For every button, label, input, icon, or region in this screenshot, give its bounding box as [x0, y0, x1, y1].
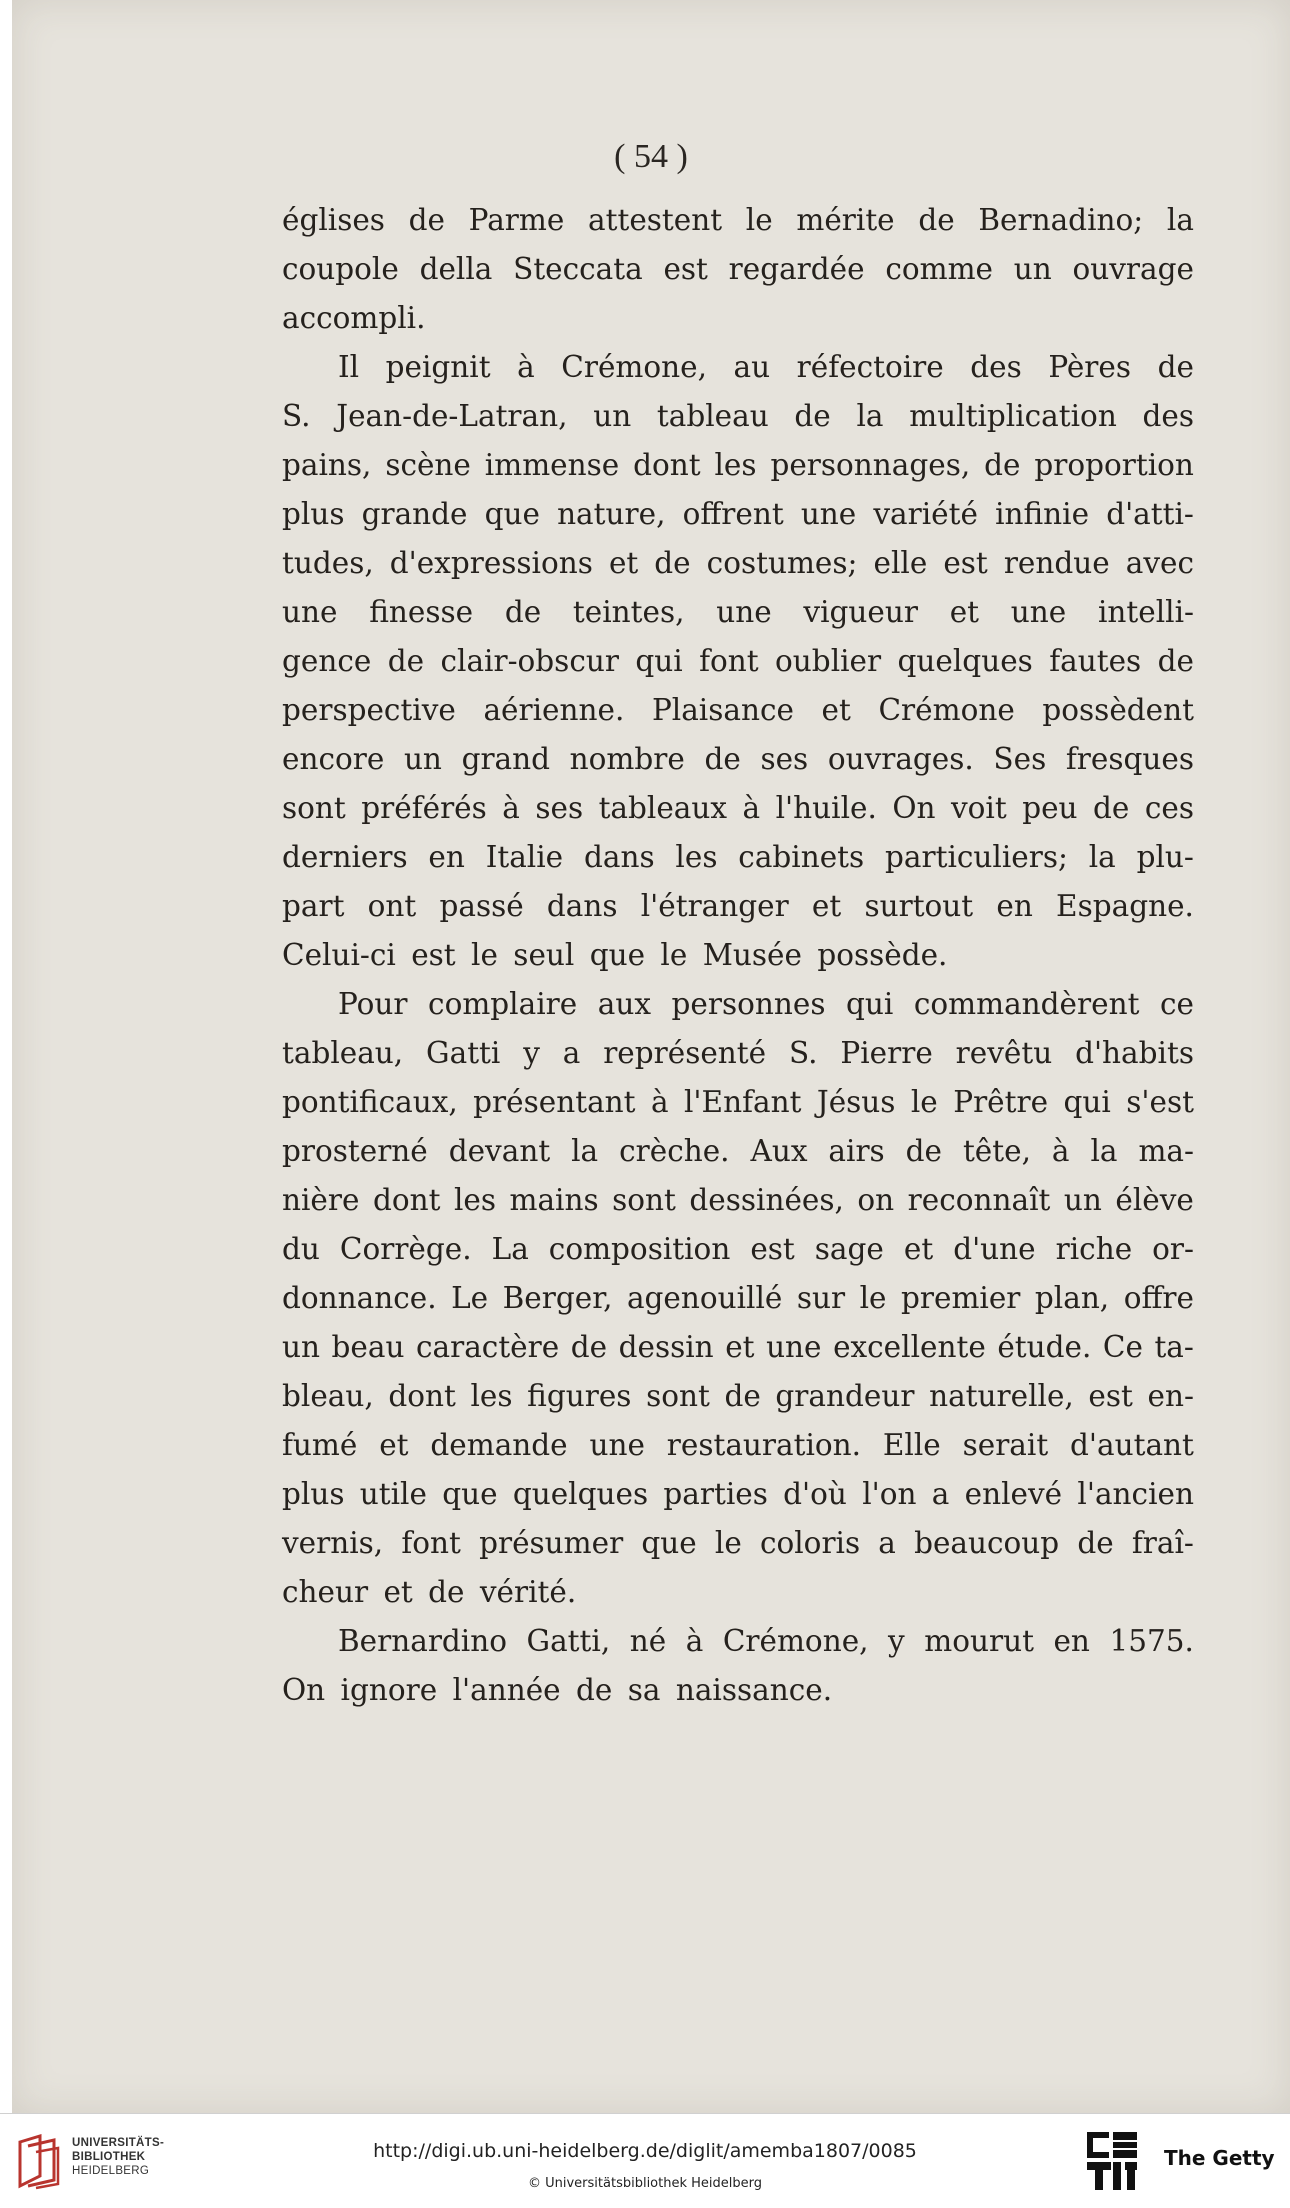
text-line: bleau, dont les figures sont de grandeur naturelle, est en- — [282, 1379, 1194, 1413]
text-line: encore un grand nombre de ses ouvrages. Ses fresques — [282, 742, 1194, 776]
text-line: On ignore l'année de sa naissance. — [282, 1673, 833, 1707]
text-line: vernis, font présumer que le coloris a beaucoup de fraî- — [282, 1526, 1194, 1560]
text-line: du Corrège. La composition est sage et d'une riche or- — [282, 1232, 1194, 1266]
paragraph — [282, 980, 1194, 1617]
text-line: une finesse de teintes, une vigueur et une intelli- — [282, 595, 1194, 629]
text-line: derniers en Italie dans les cabinets particuliers; la plu- — [282, 840, 1194, 874]
text-line: prosterné devant la crèche. Aux airs de tête, à la ma- — [282, 1134, 1194, 1168]
text-line: sont préférés à ses tableaux à l'huile. On voit peu de ces — [282, 791, 1194, 825]
text-line: gence de clair-obscur qui font oublier quelques fautes de — [282, 644, 1194, 678]
text-line: cheur et de vérité. — [282, 1575, 577, 1609]
text-line: Celui-ci est le seul que le Musée possède. — [282, 938, 948, 972]
paragraph — [282, 196, 1194, 343]
text-line: tudes, d'expressions et de costumes; elle est rendue avec — [282, 546, 1194, 580]
getty-logo-icon — [1085, 2130, 1139, 2192]
text-line: perspective aérienne. Plaisance et Crémone possèdent — [282, 693, 1194, 727]
text-line: nière dont les mains sont dessinées, on reconnaît un élève — [282, 1183, 1194, 1217]
page-number: ( 54 ) — [614, 138, 688, 175]
text-line: plus grande que nature, offrent une variété infinie d'atti- — [282, 497, 1194, 531]
getty-name: The Getty — [1164, 2146, 1275, 2170]
scanned-page — [12, 0, 1290, 2113]
paragraph — [282, 1617, 1194, 1715]
university-library-name: UNIVERSITÄTS- BIBLIOTHEK HEIDELBERG — [72, 2137, 165, 2177]
text-line: Il peignit à Crémone, au réfectoire des Pères de — [338, 350, 1194, 384]
page-text — [282, 196, 1194, 1715]
text-line: fumé et demande une restauration. Elle serait d'autant — [282, 1428, 1194, 1462]
text-line: Pour complaire aux personnes qui commandèrent ce — [338, 987, 1194, 1021]
permalink-url[interactable]: http://digi.ub.uni-heidelberg.de/diglit/amemba1807/0085 — [373, 2140, 917, 2162]
copyright-notice: © Universitätsbibliothek Heidelberg — [527, 2176, 762, 2191]
text-line: donnance. Le Berger, agenouillé sur le premier plan, offre — [282, 1281, 1194, 1315]
text-line: part ont passé dans l'étranger et surtout en Espagne. — [282, 889, 1194, 923]
text-line: S. Jean-de-Latran, un tableau de la multiplication des — [282, 399, 1194, 433]
text-line: pontificaux, présentant à l'Enfant Jésus le Prêtre qui s'est — [282, 1085, 1194, 1119]
text-line: plus utile que quelques parties d'où l'on a enlevé l'ancien — [282, 1477, 1194, 1511]
text-line: tableau, Gatti y a représenté S. Pierre revêtu d'habits — [282, 1036, 1194, 1070]
text-line: églises de Parme attestent le mérite de Bernadino; la — [282, 203, 1194, 237]
text-line: coupole della Steccata est regardée comme un ouvrage — [282, 252, 1194, 286]
text-line: pains, scène immense dont les personnages, de proportion — [282, 448, 1194, 482]
paragraph — [282, 343, 1194, 980]
text-line: Bernardino Gatti, né à Crémone, y mourut en 1575. — [338, 1624, 1194, 1658]
text-line: un beau caractère de dessin et une excellente étude. Ce ta- — [282, 1330, 1194, 1364]
footer-bar — [0, 2113, 1290, 2208]
text-line: accompli. — [282, 301, 426, 335]
